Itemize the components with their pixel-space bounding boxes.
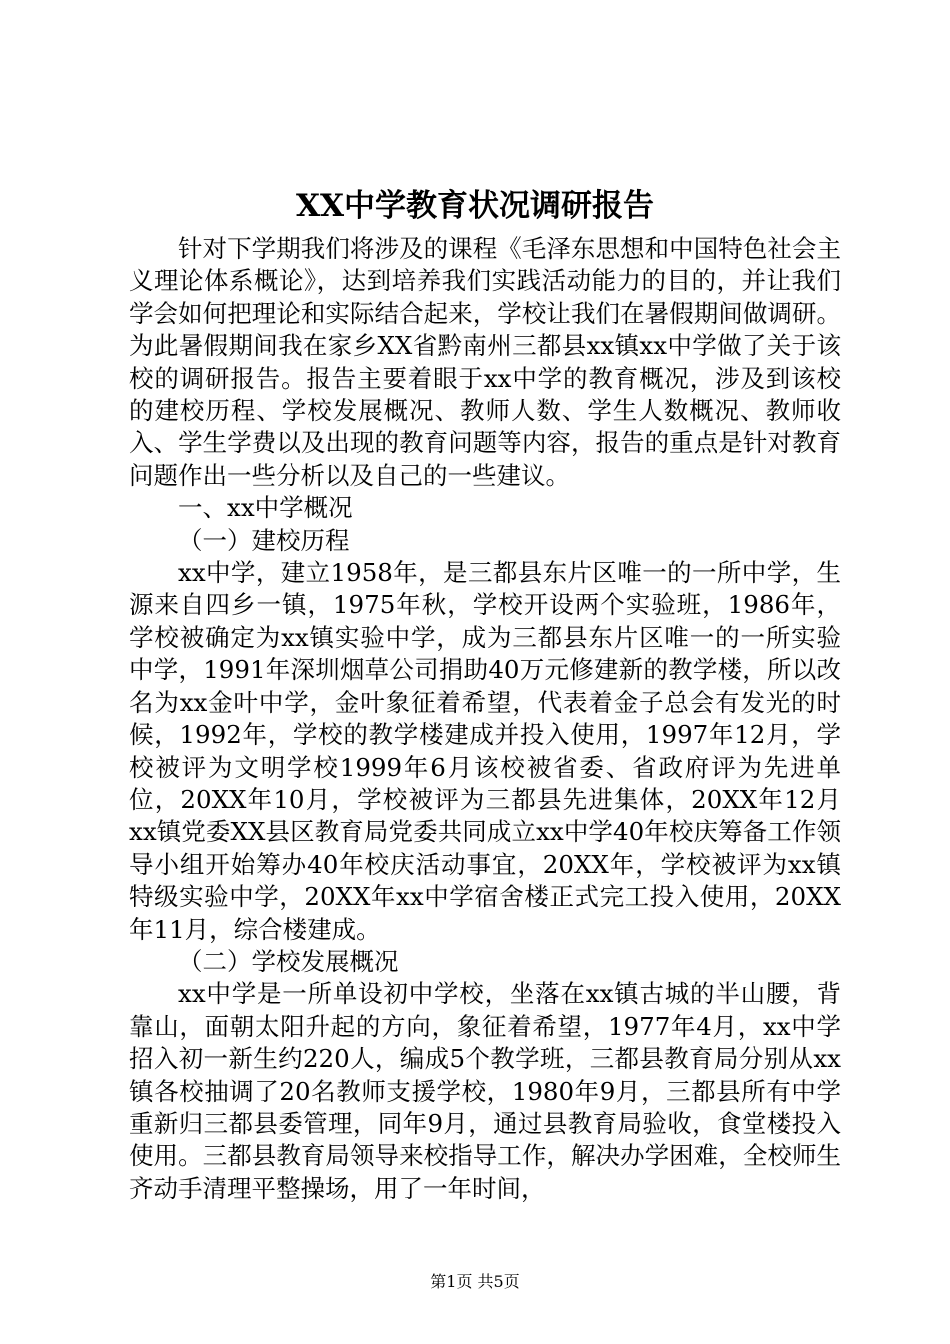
subsection-heading: （一）建校历程 xyxy=(178,525,350,555)
page-footer: 第1页 共5页 xyxy=(430,1272,520,1291)
subsection-heading: （二）学校发展概况 xyxy=(178,946,399,976)
document-title: XX中学教育状况调研报告 xyxy=(295,188,655,224)
history-paragraph: xx中学，建立1958年，是三都县东片区唯一的一所中学，生源来自四乡一镇，1975年秋，学校开设两个实验班，1986年，学校被确定为xx镇实验中学，成为三都县东片区唯一的一所实验中学，1991年深圳烟草公司捐助40万元修建新的教学楼，所以改名为xx金叶中学，金叶象征着希望，代表着金子总会有发光的时候，1992年，学校的教学楼建成并投入使用，1997年12月，学校被评为文明学校1999年6月该校被省委、省政府评为先进单位，20XX年10月，学校被评为三都县先进集体，20XX年12月xx镇党委XX县区教育局党委共同成立xx中学40年校庆筹备工作领导小组开始筹办40年校庆活动事宜，20XX年，学校被评为xx镇特级实验中学，20XX年xx中学宿舍楼正式完工投入使用，20XX年11月，综合楼建成。 xyxy=(129,558,841,944)
section-heading: 一、xx中学概况 xyxy=(178,493,353,523)
intro-paragraph: 针对下学期我们将涉及的课程《毛泽东思想和中国特色社会主义理论体系概论》，达到培养我们实践活动能力的目的，并让我们学会如何把理论和实际结合起来，学校让我们在暑假期间做调研。为此暑假期间我在家乡XX省黔南州三都县xx镇xx中学做了关于该校的调研报告。报告主要着眼于xx中学的教育概况，涉及到该校的建校历程、学校发展概况、教师人数、学生人数概况、教师收入、学生学费以及出现的教育问题等内容，报告的重点是针对教育问题作出一些分析以及自己的一些建议。 xyxy=(129,234,841,490)
development-paragraph: xx中学是一所单设初中学校，坐落在xx镇古城的半山腰，背靠山，面朝太阳升起的方向，象征着希望，1977年4月，xx中学招入初一新生约220人，编成5个教学班，三都县教育局分别从xx镇各校抽调了20名教师支援学校，1980年9月，三都县所有中学重新归三都县委管理，同年9月，通过县教育局验收，食堂楼投入使用。三都县教育局领导来校指导工作，解决办学困难，全校师生齐动手清理平整操场，用了一年时间， xyxy=(129,979,841,1203)
document-body xyxy=(129,233,841,1205)
